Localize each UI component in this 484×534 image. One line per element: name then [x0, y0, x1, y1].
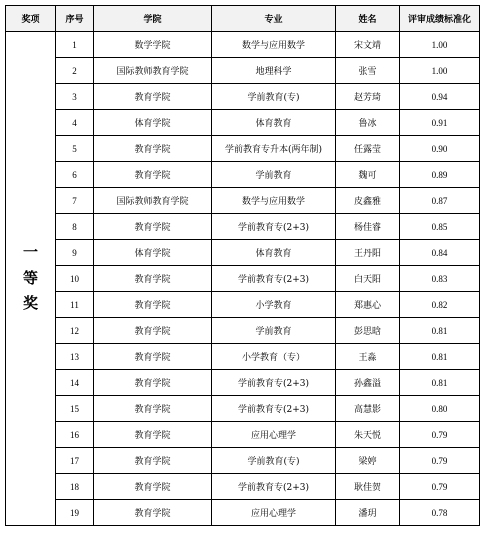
cell-name: 孙鑫溢	[336, 370, 400, 396]
header-score: 评审成绩标准化	[400, 6, 480, 32]
cell-name: 王丹阳	[336, 240, 400, 266]
cell-major: 应用心理学	[212, 500, 336, 526]
cell-score: 0.89	[400, 162, 480, 188]
cell-index: 3	[56, 84, 94, 110]
cell-index: 8	[56, 214, 94, 240]
table-row	[6, 292, 480, 318]
table-header	[6, 6, 480, 32]
cell-score: 0.82	[400, 292, 480, 318]
cell-major: 学前教育	[212, 318, 336, 344]
table-row	[6, 110, 480, 136]
table-row	[6, 474, 480, 500]
cell-score: 0.84	[400, 240, 480, 266]
table-row	[6, 32, 480, 58]
cell-college: 教育学院	[94, 318, 212, 344]
cell-index: 18	[56, 474, 94, 500]
table-row	[6, 396, 480, 422]
cell-score: 0.78	[400, 500, 480, 526]
table-row	[6, 318, 480, 344]
cell-name: 鲁冰	[336, 110, 400, 136]
cell-index: 10	[56, 266, 94, 292]
cell-score: 0.85	[400, 214, 480, 240]
cell-college: 体育学院	[94, 110, 212, 136]
cell-name: 朱天悦	[336, 422, 400, 448]
table-row	[6, 58, 480, 84]
cell-score: 0.91	[400, 110, 480, 136]
cell-index: 1	[56, 32, 94, 58]
header-award: 奖项	[6, 6, 56, 32]
cell-college: 教育学院	[94, 344, 212, 370]
cell-index: 17	[56, 448, 94, 474]
cell-score: 0.79	[400, 422, 480, 448]
cell-index: 12	[56, 318, 94, 344]
table-row	[6, 500, 480, 526]
cell-index: 11	[56, 292, 94, 318]
cell-score: 0.81	[400, 318, 480, 344]
cell-college: 教育学院	[94, 370, 212, 396]
cell-index: 7	[56, 188, 94, 214]
cell-score: 1.00	[400, 58, 480, 84]
cell-college: 教育学院	[94, 500, 212, 526]
cell-college: 国际教师教育学院	[94, 188, 212, 214]
cell-score: 0.80	[400, 396, 480, 422]
cell-name: 皮鑫雅	[336, 188, 400, 214]
cell-index: 14	[56, 370, 94, 396]
cell-score: 0.83	[400, 266, 480, 292]
cell-major: 学前教育专(2+3)	[212, 396, 336, 422]
cell-college: 教育学院	[94, 474, 212, 500]
table-body	[6, 32, 480, 526]
cell-score: 0.81	[400, 370, 480, 396]
table-row	[6, 240, 480, 266]
cell-college: 教育学院	[94, 422, 212, 448]
cell-college: 教育学院	[94, 84, 212, 110]
cell-college: 教育学院	[94, 162, 212, 188]
table-row	[6, 344, 480, 370]
award-level-char: 奖	[22, 294, 38, 313]
award-list-document	[5, 5, 479, 526]
cell-index: 9	[56, 240, 94, 266]
cell-major: 数学与应用数学	[212, 32, 336, 58]
cell-college: 教育学院	[94, 266, 212, 292]
award-level-cell	[6, 32, 56, 526]
table-row	[6, 162, 480, 188]
cell-index: 15	[56, 396, 94, 422]
cell-index: 16	[56, 422, 94, 448]
cell-college: 数学学院	[94, 32, 212, 58]
cell-name: 任露莹	[336, 136, 400, 162]
table-row	[6, 370, 480, 396]
cell-index: 13	[56, 344, 94, 370]
cell-name: 潘玥	[336, 500, 400, 526]
header-name: 姓名	[336, 6, 400, 32]
cell-major: 学前教育(专)	[212, 84, 336, 110]
award-level-char: 一	[22, 243, 38, 262]
cell-score: 1.00	[400, 32, 480, 58]
cell-college: 教育学院	[94, 292, 212, 318]
cell-major: 学前教育	[212, 162, 336, 188]
cell-major: 小学教育	[212, 292, 336, 318]
cell-college: 体育学院	[94, 240, 212, 266]
cell-name: 赵芳琦	[336, 84, 400, 110]
header-row	[6, 6, 480, 32]
table-row	[6, 214, 480, 240]
cell-score: 0.94	[400, 84, 480, 110]
cell-name: 王淼	[336, 344, 400, 370]
cell-major: 小学教育（专）	[212, 344, 336, 370]
cell-college: 教育学院	[94, 396, 212, 422]
cell-major: 体育教育	[212, 110, 336, 136]
cell-index: 2	[56, 58, 94, 84]
cell-college: 教育学院	[94, 448, 212, 474]
cell-major: 学前教育专(2+3)	[212, 370, 336, 396]
cell-index: 4	[56, 110, 94, 136]
cell-major: 体育教育	[212, 240, 336, 266]
cell-name: 张雪	[336, 58, 400, 84]
cell-major: 应用心理学	[212, 422, 336, 448]
cell-name: 彭思晗	[336, 318, 400, 344]
table-row	[6, 84, 480, 110]
header-college: 学院	[94, 6, 212, 32]
cell-name: 梁婷	[336, 448, 400, 474]
cell-score: 0.79	[400, 474, 480, 500]
cell-index: 19	[56, 500, 94, 526]
table-row	[6, 136, 480, 162]
cell-name: 杨佳睿	[336, 214, 400, 240]
table-row	[6, 266, 480, 292]
cell-name: 耿佳贺	[336, 474, 400, 500]
cell-name: 郑惠心	[336, 292, 400, 318]
table-row	[6, 188, 480, 214]
table-row	[6, 422, 480, 448]
cell-college: 国际教师教育学院	[94, 58, 212, 84]
cell-major: 学前教育(专)	[212, 448, 336, 474]
award-table	[5, 5, 480, 526]
cell-college: 教育学院	[94, 136, 212, 162]
table-row	[6, 448, 480, 474]
cell-name: 宋文靖	[336, 32, 400, 58]
cell-index: 5	[56, 136, 94, 162]
award-level-char: 等	[22, 268, 38, 287]
cell-major: 数学与应用数学	[212, 188, 336, 214]
cell-major: 学前教育专(2+3)	[212, 474, 336, 500]
cell-score: 0.87	[400, 188, 480, 214]
cell-major: 地理科学	[212, 58, 336, 84]
cell-major: 学前教育专(2+3)	[212, 214, 336, 240]
cell-major: 学前教育专升本(两年制)	[212, 136, 336, 162]
cell-major: 学前教育专(2+3)	[212, 266, 336, 292]
header-index: 序号	[56, 6, 94, 32]
cell-score: 0.81	[400, 344, 480, 370]
cell-score: 0.90	[400, 136, 480, 162]
header-major: 专业	[212, 6, 336, 32]
cell-name: 魏可	[336, 162, 400, 188]
cell-name: 白天阳	[336, 266, 400, 292]
cell-score: 0.79	[400, 448, 480, 474]
cell-index: 6	[56, 162, 94, 188]
cell-name: 高慧影	[336, 396, 400, 422]
cell-college: 教育学院	[94, 214, 212, 240]
